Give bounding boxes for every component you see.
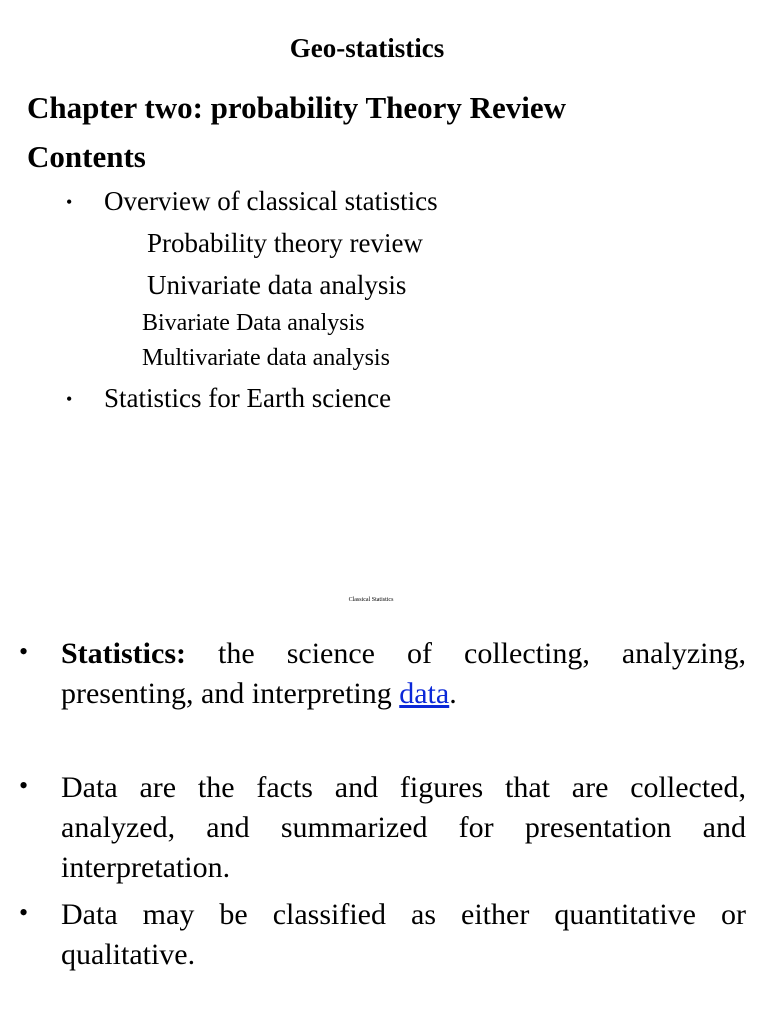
statistics-definition-end: . <box>449 677 457 710</box>
statistics-term: Statistics: <box>61 637 186 670</box>
bullet-icon: • <box>19 898 29 927</box>
toc-item-multivariate: Multivariate data analysis <box>142 345 390 371</box>
paragraph-statistics-definition <box>61 634 746 714</box>
bullet-icon: • <box>66 192 73 212</box>
section-caption: Classical Statistics <box>348 597 394 603</box>
paragraph-data-facts: Data are the facts and figures that are collected, analyzed, and summarized for presentation and interpretation. <box>61 771 746 884</box>
toc-item-overview: Overview of classical statistics <box>104 186 438 216</box>
toc-item-earth-science: Statistics for Earth science <box>104 383 392 413</box>
contents-heading: Contents <box>27 139 146 174</box>
bullet-icon: • <box>19 771 29 800</box>
bullet-icon: • <box>66 389 73 409</box>
toc-item-univariate: Univariate data analysis <box>147 270 407 300</box>
paragraph-data-classified: Data may be classified as either quantitative or qualitative. <box>61 898 746 971</box>
toc-item-probability: Probability theory review <box>147 228 423 258</box>
statistics-definition-text: the science of collecting, analyzing, presenting, and interpreting <box>61 637 746 710</box>
data-link[interactable]: data <box>399 677 450 710</box>
bullet-icon: • <box>19 637 29 666</box>
toc-item-bivariate: Bivariate Data analysis <box>142 310 365 336</box>
chapter-title: Chapter two: probability Theory Review <box>27 90 567 125</box>
document-title: Geo-statistics <box>289 33 445 63</box>
